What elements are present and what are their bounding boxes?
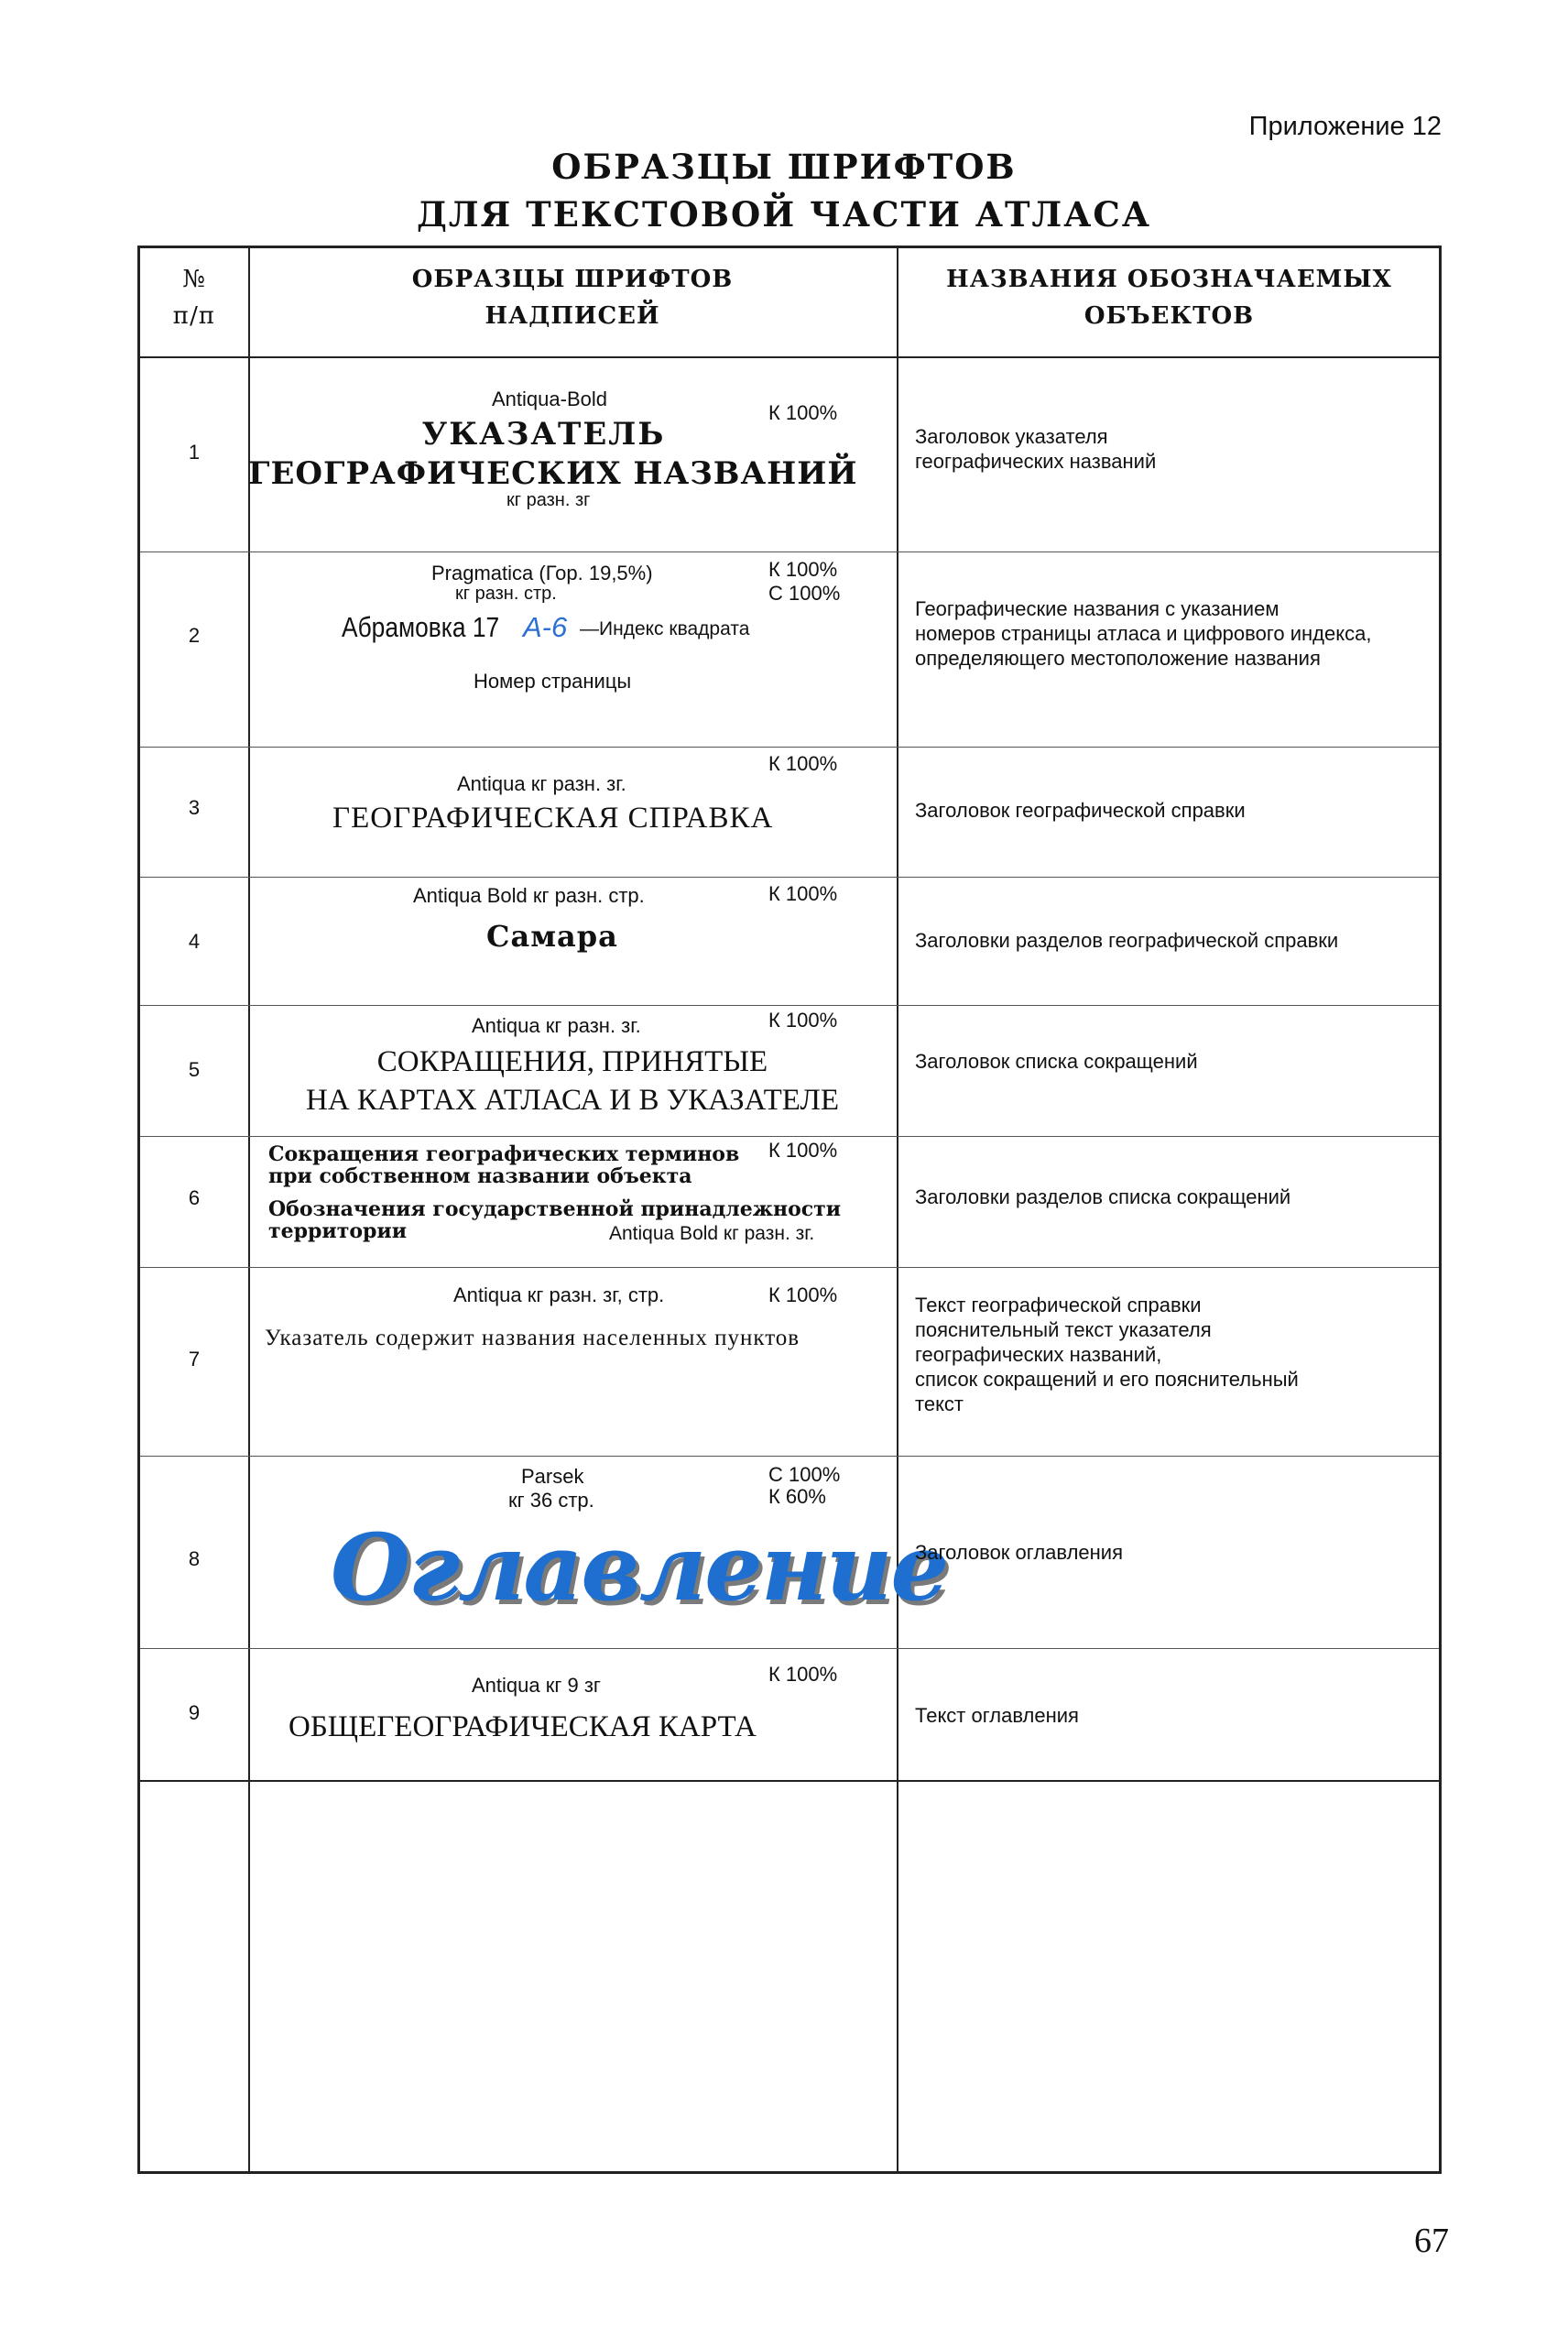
- row-number: 4: [188, 930, 201, 953]
- row-divider: [140, 1136, 1439, 1137]
- row-divider: [140, 877, 1439, 878]
- column-divider: [897, 248, 898, 2171]
- size-spec: кг разн. зг: [506, 490, 591, 510]
- color-spec: С 100%: [768, 1463, 841, 1486]
- font-name: Antiqua Bold кг разн. зг.: [609, 1223, 815, 1244]
- row-number: 3: [188, 796, 201, 819]
- size-spec: кг разн. стр.: [455, 584, 557, 604]
- font-name: Antiqua-Bold: [492, 388, 607, 410]
- page-number-label: Номер страницы: [474, 670, 632, 693]
- size-spec: кг 36 стр.: [508, 1489, 594, 1512]
- sample-text: Обозначения государственной принадлежности: [268, 1197, 842, 1221]
- color-spec: К 100%: [768, 752, 838, 775]
- object-description: Заголовок списка сокращений: [915, 1050, 1198, 1073]
- column-divider: [248, 248, 250, 2171]
- object-description: Заголовки разделов географической справки: [915, 929, 1339, 952]
- color-spec: К 100%: [768, 558, 838, 581]
- page-title-line-1: ОБРАЗЦЫ ШРИФТОВ: [551, 147, 1017, 187]
- sample-name: Абрамовка 17: [342, 611, 500, 643]
- color-spec: К 100%: [768, 1139, 838, 1162]
- sample-text: при собственном названии объекта: [268, 1164, 692, 1188]
- object-description: Заголовок указателя географических названий: [915, 425, 1157, 473]
- sample-text: Сокращения географических терминов: [268, 1142, 740, 1166]
- color-spec: К 60%: [768, 1485, 826, 1508]
- header-objects: НАЗВАНИЯ ОБОЗНАЧАЕМЫХ ОБЪЕКТОВ: [946, 266, 1392, 330]
- page-number: 67: [1414, 2222, 1449, 2260]
- sample-text: НА КАРТАХ АТЛАСА И В УКАЗАТЕЛЕ: [305, 1084, 839, 1117]
- page-title-line-2: ДЛЯ ТЕКСТОВОЙ ЧАСТИ АТЛАСА: [417, 194, 1151, 235]
- row-divider: [140, 1780, 1439, 1782]
- appendix-label: Приложение 12: [1248, 112, 1442, 141]
- color-spec: С 100%: [768, 582, 841, 605]
- row-number: 7: [188, 1348, 201, 1370]
- sample-text: СОКРАЩЕНИЯ, ПРИНЯТЫЕ: [376, 1045, 768, 1078]
- color-spec: К 100%: [768, 1283, 838, 1306]
- sample-text: Самара: [486, 919, 618, 954]
- row-number: 6: [188, 1186, 201, 1209]
- sample-text: Оглавление: [331, 1513, 948, 1622]
- row-divider: [140, 1456, 1439, 1457]
- object-description: Заголовок оглавления: [915, 1541, 1124, 1564]
- row-divider: [140, 1005, 1439, 1006]
- header-samples: ОБРАЗЦЫ ШРИФТОВ НАДПИСЕЙ: [411, 266, 734, 330]
- sample-text: территории: [268, 1219, 408, 1243]
- object-description: Заголовок географической справки: [915, 799, 1246, 822]
- row-number: 2: [188, 624, 201, 647]
- color-spec: К 100%: [768, 1009, 838, 1032]
- object-description: Текст географической справки пояснительный текст указателя географических названий, список сокращений и его пояснительный текст: [915, 1294, 1299, 1415]
- row-number: 1: [188, 441, 201, 464]
- font-samples-table: [137, 246, 1442, 2174]
- header-divider: [140, 356, 1439, 358]
- color-spec: К 100%: [768, 401, 838, 424]
- font-name: Antiqua кг разн. зг, стр.: [453, 1283, 665, 1306]
- row-number: 9: [188, 1701, 201, 1724]
- object-description: Географические названия с указанием номеров страницы атласа и цифрового индекса, определяющего местоположение названия: [915, 597, 1372, 670]
- object-description: Заголовки разделов списка сокращений: [915, 1185, 1291, 1208]
- sample-text: ОБЩЕГЕОГРАФИЧЕСКАЯ КАРТА: [289, 1710, 757, 1743]
- sample-text: УКАЗАТЕЛЬ: [421, 416, 666, 453]
- row-divider: [140, 1267, 1439, 1268]
- font-name: Antiqua кг разн. зг.: [472, 1014, 641, 1037]
- sample-text: ГЕОГРАФИЧЕСКИХ НАЗВАНИЙ: [248, 455, 858, 492]
- row-number: 5: [188, 1058, 201, 1081]
- row-number: 8: [188, 1547, 201, 1570]
- sample-note: —Индекс квадрата: [580, 618, 750, 639]
- row-divider: [140, 747, 1439, 748]
- sample-text: Указатель содержит названия населенных пунктов: [265, 1326, 800, 1350]
- sample-index: А-6: [523, 611, 568, 643]
- font-name: Antiqua кг 9 зг: [472, 1674, 601, 1697]
- color-spec: К 100%: [768, 1663, 838, 1686]
- header-num: № п/п: [172, 266, 216, 330]
- row-divider: [140, 551, 1439, 552]
- row-divider: [140, 1648, 1439, 1649]
- font-name: Parsek: [521, 1465, 584, 1488]
- object-description: Текст оглавления: [915, 1704, 1079, 1727]
- font-name: Antiqua кг разн. зг.: [457, 772, 626, 795]
- sample-text: ГЕОГРАФИЧЕСКАЯ СПРАВКА: [332, 802, 774, 835]
- sample-text: [342, 611, 528, 644]
- font-name: Pragmatica (Гор. 19,5%): [431, 562, 653, 584]
- font-name: Antiqua Bold кг разн. стр.: [413, 884, 645, 907]
- color-spec: К 100%: [768, 882, 838, 905]
